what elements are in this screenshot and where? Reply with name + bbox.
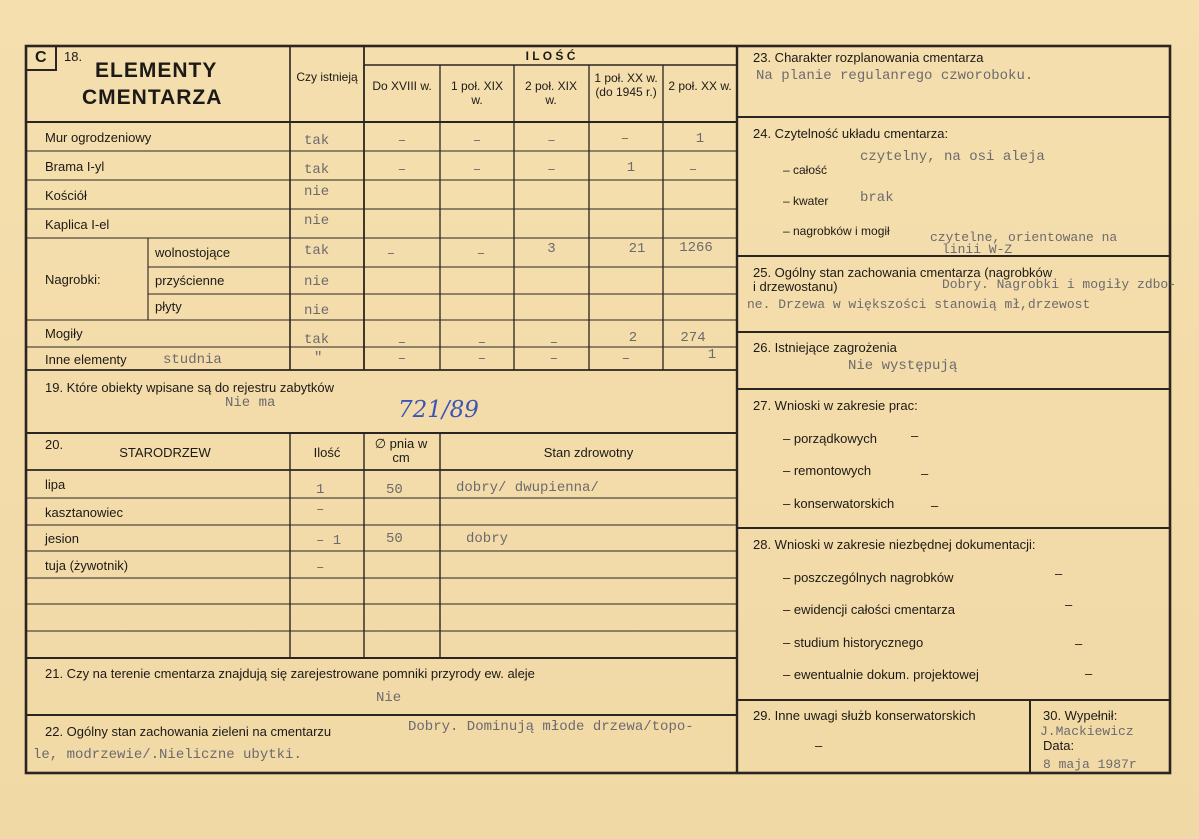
section-25-label-line-1: 25. Ogólny stan zachowania cmentarza (nagrobków	[753, 265, 1053, 280]
period-value: –	[476, 246, 486, 262]
section-27-item: – remontowych	[783, 463, 872, 478]
period-value: –	[472, 133, 482, 149]
period-header: 2 poł. XX w.	[668, 79, 732, 93]
period-value: 1	[695, 131, 705, 147]
period-value: 3	[547, 241, 556, 257]
period-value: 274	[680, 330, 706, 346]
period-value: –	[397, 133, 407, 149]
period-value: –	[397, 162, 407, 178]
section-27-item: – porządkowych	[783, 431, 877, 446]
czy-value: tak	[304, 133, 330, 149]
period-header: 1 poł. XX w. (do 1945 r.)	[594, 71, 658, 99]
tree-qty: 1	[316, 482, 325, 498]
card-letter: C	[35, 49, 47, 66]
period-value: –	[472, 162, 482, 178]
czy-value: tak	[304, 332, 330, 348]
tree-qty: –	[316, 502, 325, 518]
tree-diameter: 50	[386, 531, 403, 547]
section-25-value-line-1: Dobry. Nagrobki i mogiły zdbo-	[942, 277, 1177, 292]
period-value: –	[620, 131, 630, 147]
filled-by-name: J.Mackiewicz	[1040, 724, 1134, 739]
section-21-label: 21. Czy na terenie cmentarza znajdują się zarejestrowane pomniki przyrody ew. aleje	[45, 666, 535, 681]
tree-qty: – 1	[316, 533, 342, 549]
section-25-label-line-2: i drzewostanu)	[753, 279, 838, 294]
row-label: Brama I-yl	[45, 159, 105, 174]
section-19-value: Nie ma	[225, 395, 276, 411]
col-header-stan-zdrowotny: Stan zdrowotny	[543, 445, 634, 460]
czy-value: "	[314, 350, 323, 366]
section-28-item: – poszczególnych nagrobków	[783, 570, 954, 585]
section-27-item: – konserwatorskich	[783, 496, 895, 511]
section-25-value-line-2: ne. Drzewa w większości stanowią mł,drzewost	[747, 297, 1091, 312]
section-28-item: – ewentualnie dokum. projektowej	[783, 667, 979, 682]
register-number-handwritten: 721/89	[398, 397, 479, 423]
section-28-value: –	[1085, 666, 1093, 681]
czy-value: tak	[304, 162, 330, 178]
period-value: 2	[628, 330, 638, 346]
section-24-label: 24. Czytelność układu cmentarza:	[753, 126, 949, 141]
period-value: 1	[626, 160, 636, 176]
section-22-value-line-1: Dobry. Dominują młode drzewa/topo-	[408, 719, 694, 735]
section-27-label: 27. Wnioski w zakresie prac:	[753, 398, 918, 413]
section-26-label: 26. Istniejące zagrożenia	[753, 340, 897, 355]
period-value: –	[477, 335, 487, 351]
col-header-ilosc: I L O Ś Ć	[525, 49, 576, 63]
section-24-item: – całość	[783, 163, 828, 177]
section-21-value: Nie	[376, 690, 402, 706]
row-label: Inne elementy	[45, 352, 127, 367]
col-header-czy-istnieja: Czy istnieją	[296, 70, 358, 84]
section-18-number: 18.	[64, 49, 83, 64]
row-label: Mogiły	[45, 326, 83, 341]
czy-value: nie	[304, 184, 330, 200]
section-28-value: –	[1065, 597, 1073, 612]
row-extra-value: studnia	[163, 352, 222, 368]
section-28-value: –	[1075, 636, 1083, 651]
period-value: –	[397, 351, 407, 367]
section-24-value-line-2: linii W-Z	[942, 242, 1013, 257]
tree-name: lipa	[45, 477, 66, 492]
title-cmentarza: CMENTARZA	[82, 86, 223, 109]
section-22-label: 22. Ogólny stan zachowania zieleni na cmentarzu	[45, 724, 332, 739]
section-26-value: Nie występują	[848, 358, 958, 374]
tree-name: jesion	[45, 531, 79, 546]
date-label: Data:	[1043, 738, 1075, 753]
col-header-starodrzew: STARODRZEW	[119, 445, 211, 460]
tree-name: kasztanowiec	[45, 505, 124, 520]
period-header: 1 poł. XIX w.	[450, 79, 504, 107]
period-value: –	[477, 351, 487, 367]
section-24-item: – nagrobków i mogił	[783, 224, 890, 238]
czy-value: nie	[304, 274, 330, 290]
tree-qty: –	[316, 560, 325, 576]
section-24-item: – kwater	[783, 194, 829, 208]
row-label: przyścienne	[155, 273, 225, 288]
section-24-value: czytelne, orientowane na	[930, 230, 1118, 245]
section-19-label: 19. Które obiekty wpisane są do rejestru zabytków	[45, 380, 335, 395]
col-header-diameter: ∅ pnia w cm	[374, 436, 428, 465]
period-value: –	[621, 351, 631, 367]
section-28-label: 28. Wnioski w zakresie niezbędnej dokumentacji:	[753, 537, 1036, 552]
period-value: 21	[628, 241, 646, 257]
czy-value: nie	[304, 213, 330, 229]
section-27-value: –	[921, 466, 929, 481]
section-29-label: 29. Inne uwagi służb konserwatorskich	[753, 708, 976, 723]
section-30-label: 30. Wypełnił:	[1043, 708, 1118, 723]
section-29-value: –	[815, 738, 823, 753]
nagrobki-label: Nagrobki:	[45, 272, 101, 287]
tree-diameter: 50	[386, 482, 403, 498]
period-value: –	[688, 162, 698, 178]
section-22-value-line-2: le, modrzewie/.Nieliczne ubytki.	[33, 747, 302, 763]
row-label: Kościół	[45, 188, 87, 203]
period-value: –	[547, 133, 556, 149]
period-header: 2 poł. XIX w.	[524, 79, 578, 107]
czy-value: tak	[304, 243, 330, 259]
period-value: –	[397, 335, 407, 351]
row-label: wolnostojące	[155, 245, 231, 260]
section-23-label: 23. Charakter rozplanowania cmentarza	[753, 50, 984, 65]
row-label: Kaplica I-el	[45, 217, 110, 232]
period-value: –	[549, 351, 559, 367]
period-value: –	[549, 335, 559, 351]
row-label: Mur ogrodzeniowy	[45, 130, 152, 145]
section-20-number: 20.	[45, 437, 64, 452]
section-27-value: –	[911, 428, 919, 443]
czy-value: nie	[304, 303, 330, 319]
fill-date: 8 maja 1987r	[1043, 757, 1137, 772]
tree-health: dobry	[466, 531, 509, 547]
tree-name: tuja (żywotnik)	[45, 558, 129, 573]
section-28-value: –	[1055, 566, 1063, 581]
period-value: –	[547, 162, 556, 178]
section-24-value: brak	[860, 190, 894, 206]
section-28-item: – ewidencji całości cmentarza	[783, 602, 955, 617]
period-value: –	[386, 246, 396, 262]
title-elementy: ELEMENTY	[95, 59, 218, 82]
period-value: 1266	[679, 240, 713, 256]
section-28-item: – studium historycznego	[783, 635, 924, 650]
tree-health: dobry/ dwupienna/	[456, 480, 599, 496]
section-27-value: –	[931, 498, 939, 513]
col-header-ilosc: Ilość	[313, 445, 341, 460]
section-24-value: czytelny, na osi aleja	[860, 149, 1045, 165]
row-label: płyty	[155, 299, 182, 314]
section-23-value: Na planie regulanrego czworoboku.	[756, 68, 1034, 84]
period-value: 1	[707, 347, 717, 363]
period-header: Do XVIII w.	[372, 79, 432, 93]
